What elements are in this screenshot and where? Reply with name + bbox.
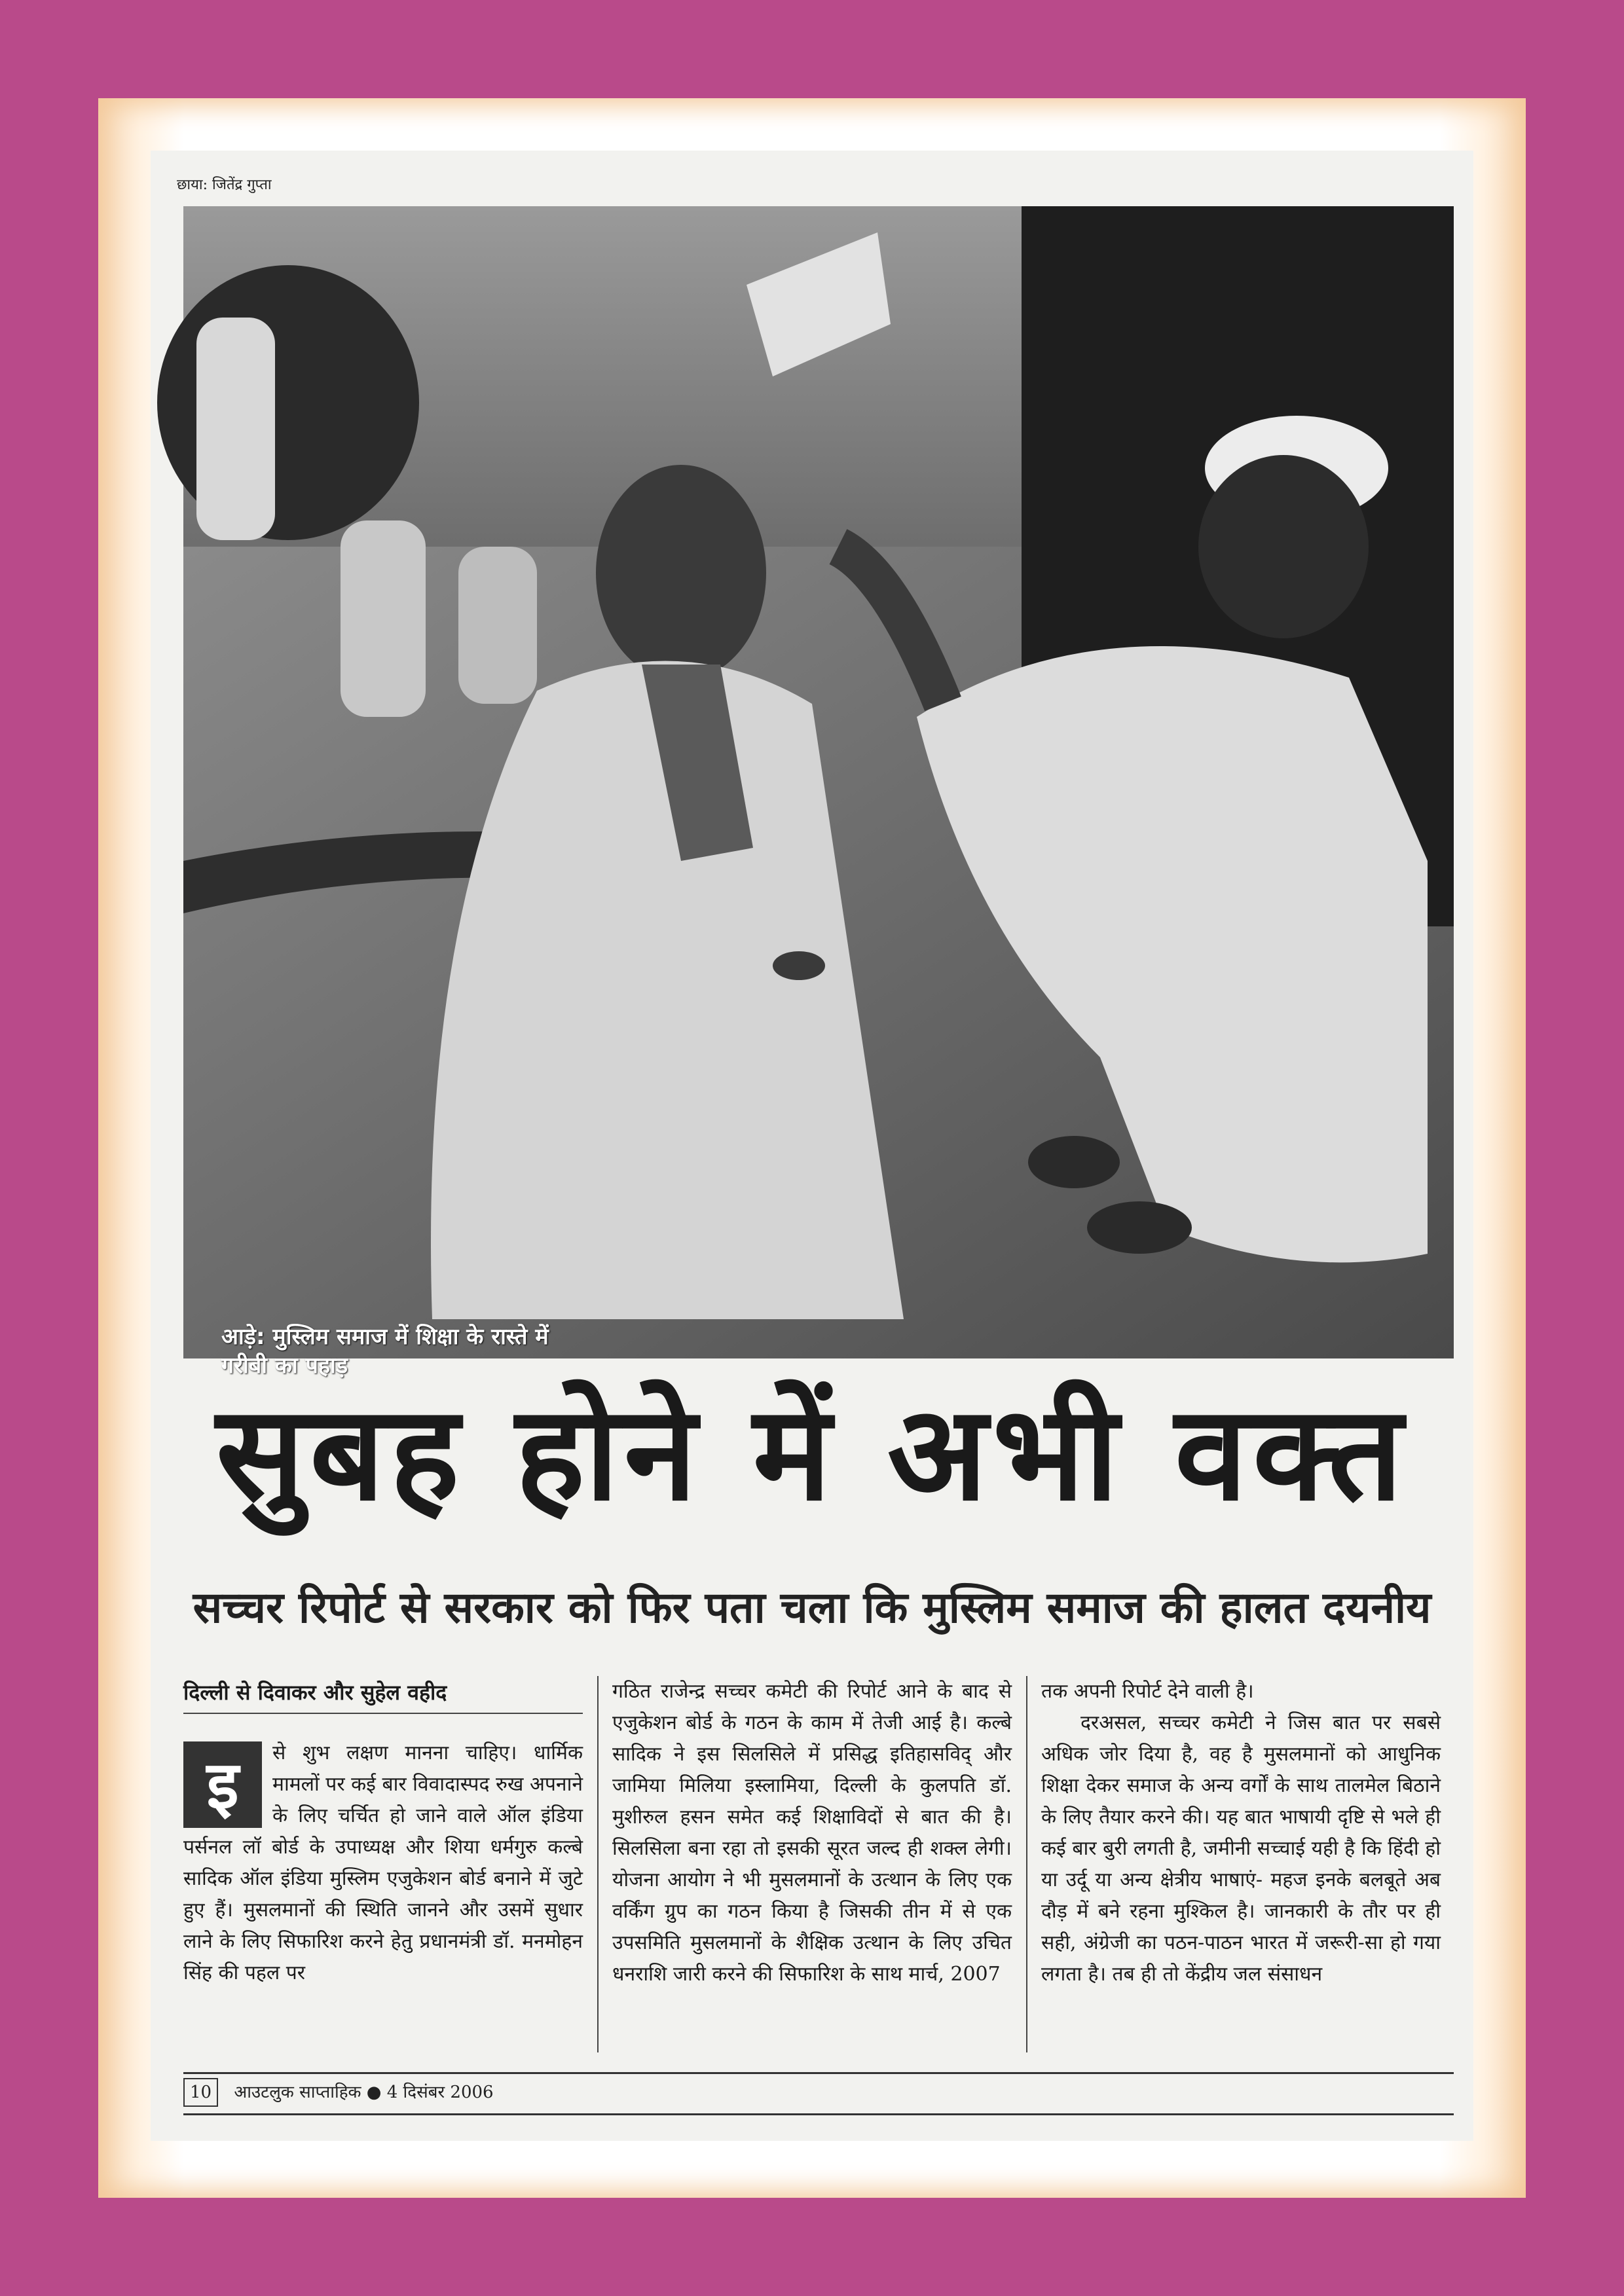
headline: सुबह होने में अभी वक्त <box>215 1376 1409 1530</box>
subheadline: सच्चर रिपोर्ट से सरकार को फिर पता चला कि मुस्लिम समाज की हालत दयनीय <box>193 1582 1431 1633</box>
article-column-1 <box>183 1676 583 2056</box>
article-body <box>183 1676 1454 2056</box>
issue-date: 4 दिसंबर 2006 <box>386 2083 494 2102</box>
news-photo <box>183 206 1454 1379</box>
column-1-text: से शुभ लक्षण मानना चाहिए। धार्मिक मामलों पर कई बार विवादास्पद रुख अपनाने के लिए चर्चित हो जाने वाले ऑल इंडिया पर्सनल लॉ बोर्ड के उपाध्यक्ष और शिया धर्मगुरु कल्बे सादिक ऑल इंडिया मुस्लिम एजुकेशन बोर्ड बनाने में जुटे हुए हैं। मुसलमानों की स्थिति जानने और उसमें सुधार लाने के लिए सिफारिश करने हेतु प्रधानमंत्री डॉ. मनमोहन सिंह की पहल पर <box>183 1741 583 1984</box>
article-column-3 <box>1041 1676 1441 2056</box>
newspaper-page <box>151 151 1473 2141</box>
page-number: 10 <box>183 2078 218 2107</box>
publication-name: आउटलुक साप्ताहिक <box>234 2083 361 2102</box>
column-3-text-a: तक अपनी रिपोर्ट देने वाली है। <box>1041 1680 1254 1703</box>
byline: दिल्ली से दिवाकर और सुहेल वहीद <box>183 1676 583 1714</box>
drop-cap: इ <box>183 1741 262 1828</box>
column-divider <box>1026 1676 1027 2052</box>
photo-credit: छाया: जितेंद्र गुप्ता <box>177 177 272 193</box>
column-3-text-b: दरअसल, सच्चर कमेटी ने जिस बात पर सबसे अधिक जोर दिया है, वह है मुसलमानों को आधुनिक शिक्षा देकर समाज के अन्य वर्गों के साथ तालमेल बिठाने के लिए तैयार करने की। यह बात भाषायी दृष्टि से भले ही कई बार बुरी लगती है, जमीनी सच्चाई यही है कि हिंदी हो या उर्दू या अन्य क्षेत्रीय भाषाएं- महज इनके बलबूते अब दौड़ में बने रहना मुश्किल है। जानकारी के तौर पर ही सही, अंग्रेजी का पठन-पाठन भारत में जरूरी-सा हो गया लगता है। तब ही तो केंद्रीय जल संसाधन <box>1041 1711 1441 1986</box>
photo-caption: आड़े: मुस्लिम समाज में शिक्षा के रास्ते में गरीबी का पहाड़ <box>221 1324 549 1379</box>
article-column-2 <box>612 1676 1012 2056</box>
column-divider <box>597 1676 599 2052</box>
page-footer <box>183 2072 1454 2115</box>
footer-bullet: ● <box>366 2083 382 2102</box>
column-2-text: गठित राजेन्द्र सच्चर कमेटी की रिपोर्ट आने के बाद से एजुकेशन बोर्ड के गठन के काम में तेजी आई है। कल्बे सादिक ने इस सिलसिले में प्रसिद्ध इतिहासविद् और जामिया मिलिया इस्लामिया, दिल्ली के कुलपति डॉ. मुशीरुल हसन समेत कई शिक्षाविदों से बात की है। सिलसिला बना रहा तो इसकी सूरत जल्द ही शक्ल लेगी। योजना आयोग ने भी मुसलमानों के उत्थान के लिए एक वर्किंग ग्रुप का गठन किया है जिसकी तीन में से एक उपसमिति मुसलमानों के शैक्षिक उत्थान के लिए उचित धनराशि जारी करने की सिफारिश के साथ मार्च, 2007 <box>612 1680 1012 1986</box>
photo-illustration <box>183 206 1454 1358</box>
